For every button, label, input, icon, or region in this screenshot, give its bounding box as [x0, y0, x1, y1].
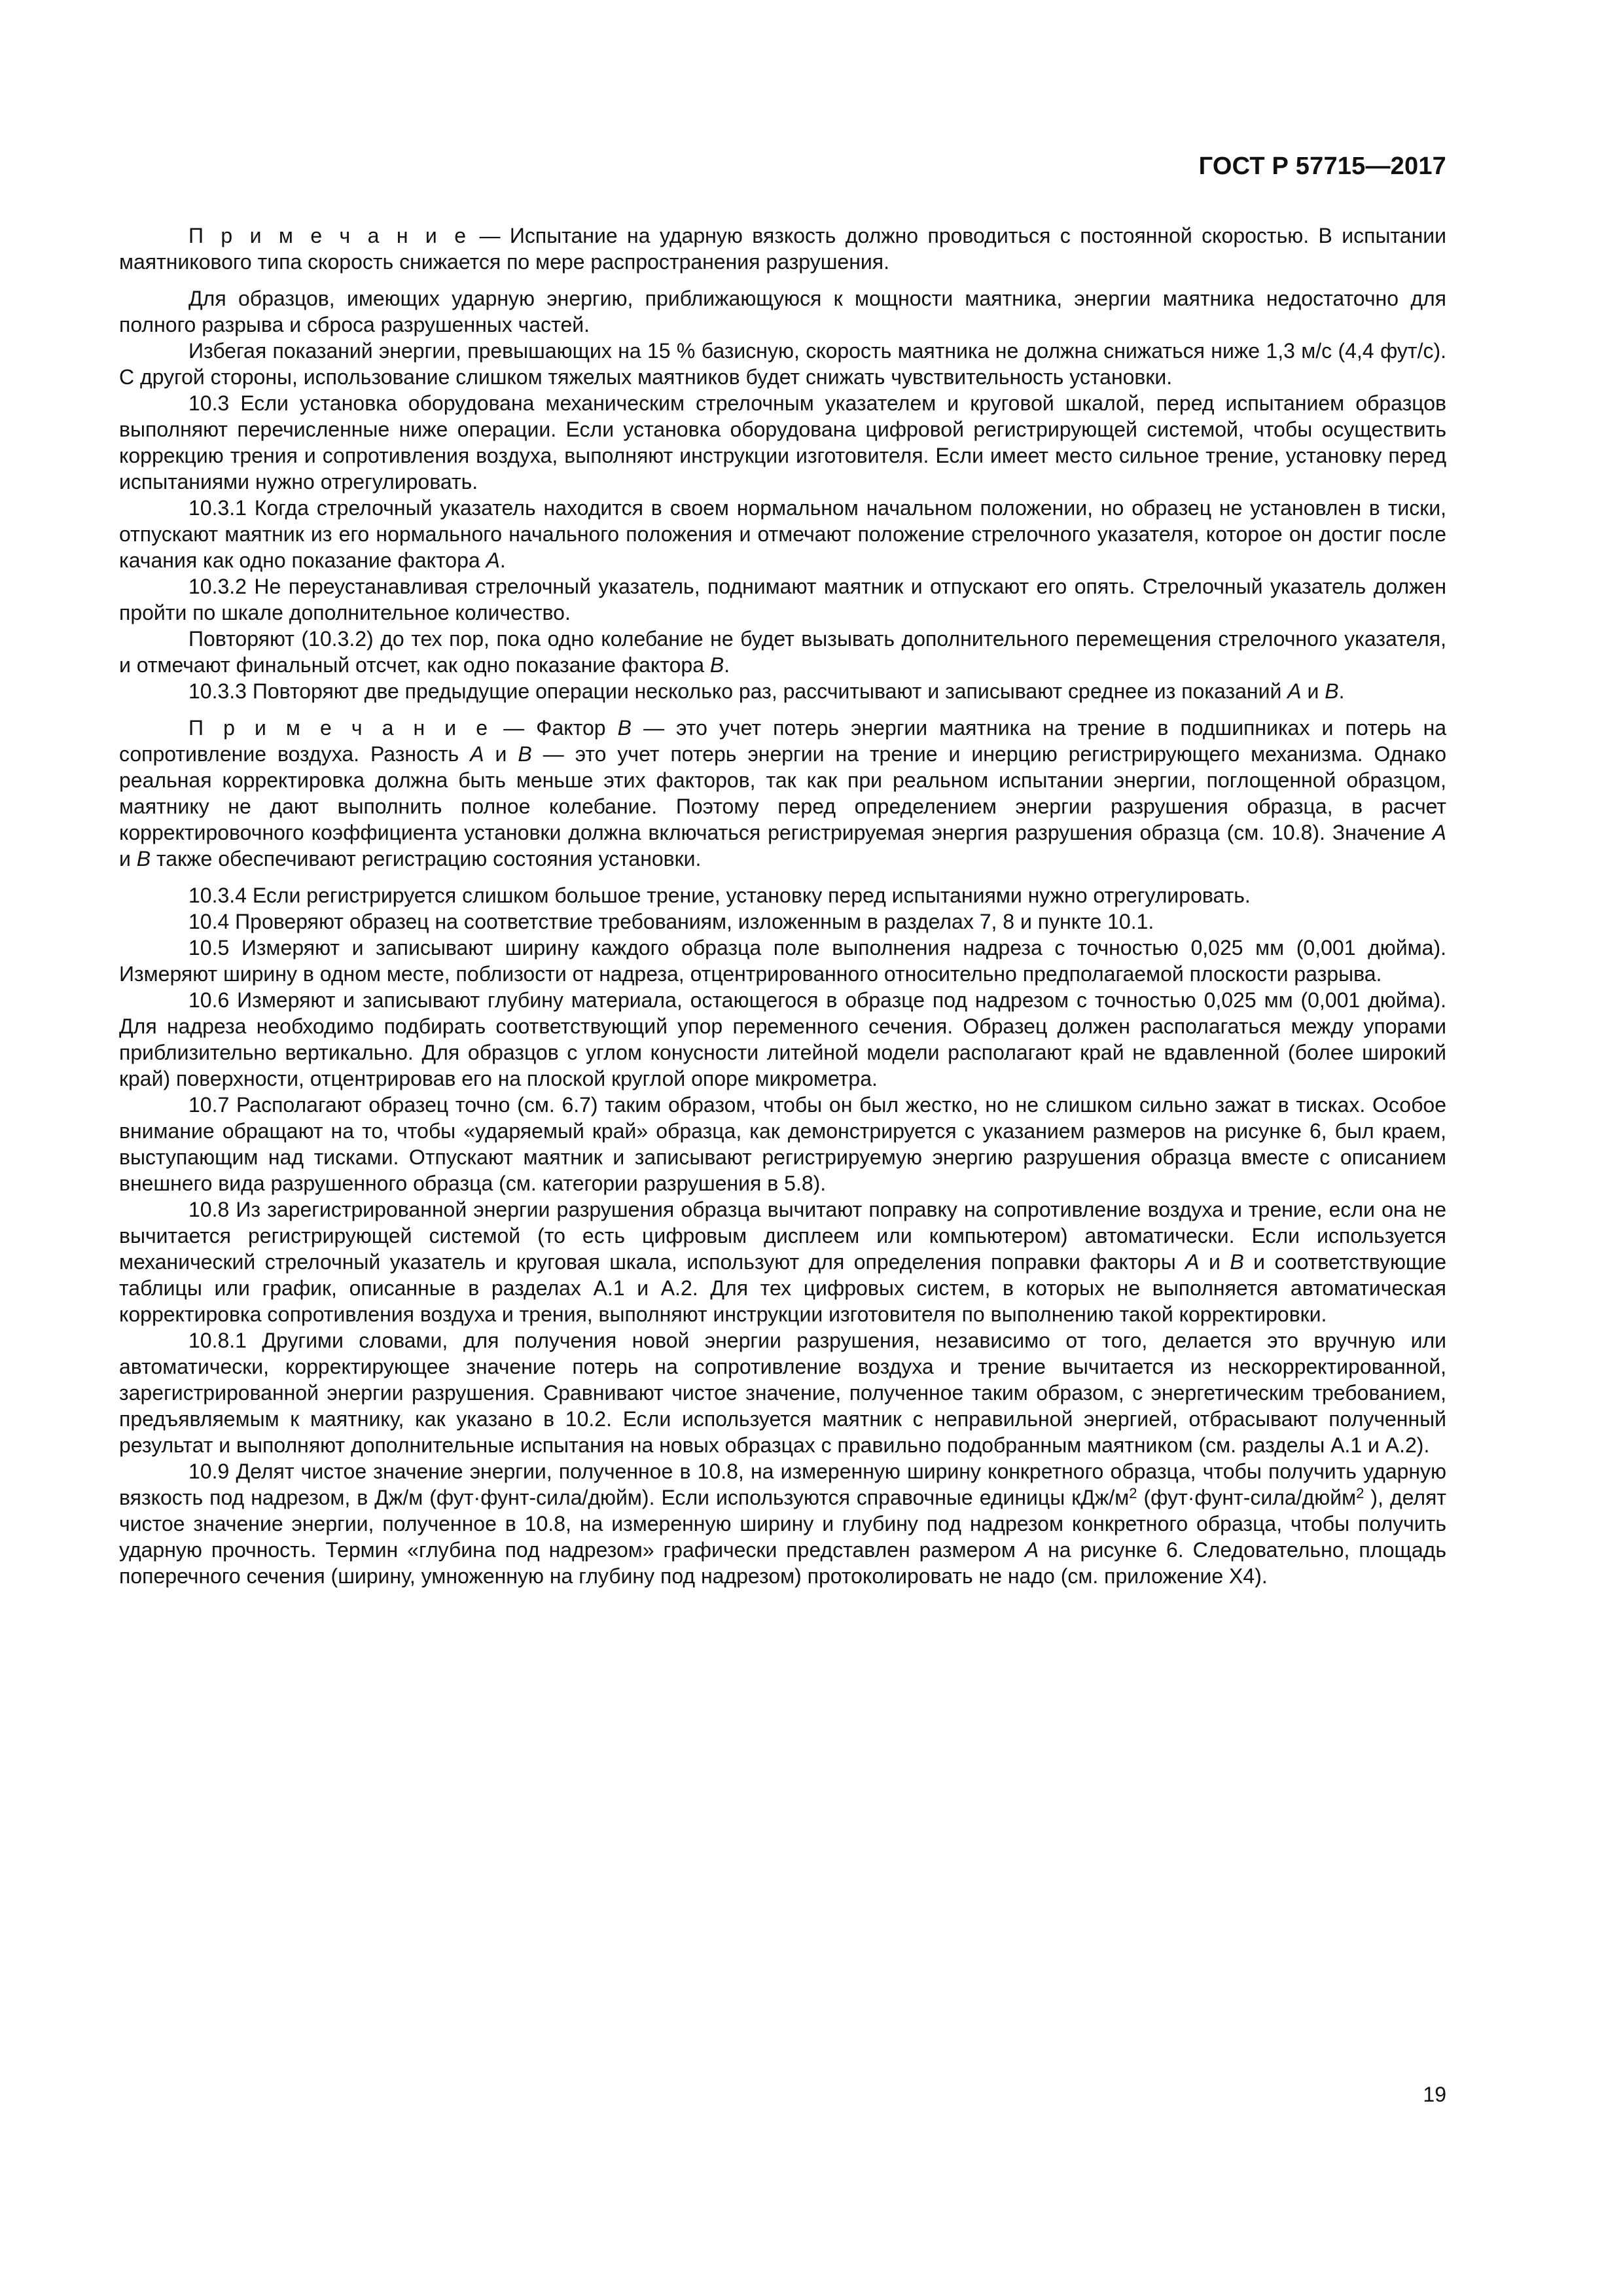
note-dash: —	[470, 224, 510, 247]
paragraph-10-8-text-b: и соответствующие таблицы или график, описанные в разделах А.1 и А.2. Для тех цифровых систем, в которых не выполняется автоматическая корректировка сопротивления воздуха и трения, выполняют инструкции изготовителя по выполнению такой корректировки.	[119, 1250, 1447, 1326]
note-1-text: Испытание на ударную вязкость должно проводиться с постоянной скоростью. В испытании маятникового типа скорость снижается по мере распространения разрушения.	[119, 224, 1447, 274]
paragraph-10-3-1	[119, 495, 1446, 573]
factor-a-symbol: А	[486, 548, 500, 572]
paragraph-10-7: 10.7 Располагают образец точно (см. 6.7) таким образом, чтобы он был жестко, но не слишком сильно зажат в тисках. Особое внимание обращают на то, чтобы «ударяемый край» образца, как демонстрируется с указанием размеров на рисунке 6, был краем, выступающим над тисками. Отпускают маятник и записывают регистрируемую энергию разрушения образца вместе с описанием внешнего вида разрушенного образца (см. категории разрушения в 5.8).	[119, 1093, 1446, 1195]
note-label: П р и м е ч а н и е	[188, 224, 471, 247]
note-2-text-c: — это учет потерь энергии на трение и инерцию регистрирующего механизма. Однако реальная корректировка должна быть меньше этих факторов, так как при реальном испытании энергии, поглощенной образцом, маятнику не дают выполнить полное колебание. Поэтому перед определением энергии разрушения образца, в расчет корректировочного коэффициента установки должна включаться регистрируемая энергия разрушения образца (см. 10.8). Значение	[119, 742, 1447, 844]
note-2-text-a: Фактор	[536, 716, 618, 740]
and-word: и	[484, 742, 518, 766]
paragraph-10-3-2: 10.3.2 Не переустанавливая стрелочный указатель, поднимают маятник и отпускают его опять. Стрелочный указатель должен пройти по шкале дополнительное количество.	[119, 575, 1446, 624]
paragraph-10-9-text-c: ), делят чистое значение энергии, полученное в 10.8, на измеренную ширину и глубину под надрезом конкретного образца, чтобы получить ударную прочность. Термин «глубина под надрезом» графически представлен размером	[119, 1486, 1447, 1562]
paragraph-energy-readings: Избегая показаний энергии, превышающих на 15 % базисную, скорость маятника не должна снижаться ниже 1,3 м/с (4,4 фут/с). С другой стороны, использование слишком тяжелых маятников будет снижать чувствительность установки.	[119, 339, 1446, 389]
paragraph-10-3: 10.3 Если установка оборудована механическим стрелочным указателем и круговой шкалой, перед испытанием образцов выполняют перечисленные ниже операции. Если установка оборудована цифровой регистрирующей системой, чтобы осуществить коррекцию трения и сопротивления воздуха, выполняют инструкции изготовителя. Если имеет место сильное трение, установку перед испытаниями нужно отрегулировать.	[119, 391, 1446, 493]
paragraph-10-8	[119, 1196, 1446, 1327]
period: .	[1338, 679, 1345, 703]
document-code-header: ГОСТ Р 57715—2017	[1198, 152, 1446, 180]
paragraph-pendulum-energy: Для образцов, имеющих ударную энергию, приближающуюся к мощности маятника, энергии маятника недостаточно для полного разрыва и сброса разрушенных частей.	[119, 287, 1446, 336]
factor-a-symbol: А	[1287, 679, 1302, 703]
paragraph-10-9-text-a: 10.9 Делят чистое значение энергии, полученное в 10.8, на измеренную ширину конкретного образца, чтобы получить ударную вязкость под надрезом, в Дж/м (фут·фунт-сила/дюйм). Если используются справочные единицы кДж/м	[119, 1460, 1446, 1509]
paragraph-10-9-text-b: (фут·фунт-сила/дюйм	[1137, 1486, 1357, 1509]
and-word: и	[1199, 1250, 1230, 1274]
paragraph-10-8-text-a: 10.8 Из зарегистрированной энергии разрушения образца вычитают поправку на сопротивление воздуха и трение, если она не вычитается регистрирующей системой (то есть цифровым дисплеем или компьютером) автоматически. Если используется механический стрелочный указатель и круговая шкала, используют для определения поправки факторы	[119, 1198, 1446, 1274]
paragraph-10-3-4: 10.3.4 Если регистрируется слишком большое трение, установку перед испытаниями нужно отрегулировать.	[188, 884, 1251, 907]
factor-b-symbol: В	[709, 653, 724, 677]
paragraph-10-5: 10.5 Измеряют и записывают ширину каждого образца поле выполнения надреза с точностью 0,025 мм (0,001 дюйма). Измеряют ширину в одном месте, поблизости от надреза, отцентрированного относительно предполагаемой плоскости разрыва.	[119, 936, 1446, 986]
factor-b-symbol: В	[136, 847, 151, 870]
superscript-2: 2	[1129, 1485, 1137, 1501]
paragraph-10-8-1: 10.8.1 Другими словами, для получения новой энергии разрушения, независимо от того, делается это вручную или автоматически, корректирующее значение потерь на сопротивление воздуха и трение вычитается из нескорректированной, зарегистрированной энергии разрушения. Сравнивают чистое значение, полученное таким образом, с энергетическим требованием, предъявляемым к маятнику, как указано в 10.2. Если используется маятник с неправильной энергией, отбрасывают полученный результат и выполняют дополнительные испытания на новых образцах с правильно подобранным маятником (см. разделы А.1 и А.2).	[119, 1329, 1446, 1457]
period: .	[499, 548, 506, 572]
paragraph-10-3-3-text: 10.3.3 Повторяют две предыдущие операции несколько раз, рассчитывают и записывают среднее из показаний	[188, 679, 1288, 703]
factor-b-symbol: В	[617, 716, 632, 740]
paragraph-10-6: 10.6 Измеряют и записывают глубину материала, остающегося в образце под надрезом с точностью 0,025 мм (0,001 дюйма). Для надреза необходимо подбирать соответствующий упор переменного сечения. Образец должен располагаться между упорами приблизительно вертикально. Для образцов с углом конусности литейной модели располагают край не вдавленной (более широкий край) поверхности, отцентрировав его на плоской круглой опоре микрометра.	[119, 988, 1446, 1090]
note-paragraph-2	[119, 715, 1446, 872]
and-word: и	[119, 847, 137, 870]
factor-b-symbol: В	[1325, 679, 1339, 703]
paragraph-10-9-text-d: на рисунке 6. Следовательно, площадь поперечного сечения (ширину, умноженную на глубину под надрезом) протоколировать не надо (см. приложение Х4).	[119, 1538, 1447, 1588]
period: .	[724, 653, 730, 677]
paragraph-repeat	[119, 626, 1446, 678]
note-2-text-b: — это учет потерь энергии маятника на трение в подшипниках и потерь на сопротивление воздуха. Разность	[119, 716, 1447, 766]
paragraph-10-3-1-text: 10.3.1 Когда стрелочный указатель находится в своем нормальном начальном положении, но образец не установлен в тиски, отпускают маятник из его нормального начального положения и отмечают положение стрелочного указателя, которое он достиг после качания как одно показание фактора	[119, 496, 1446, 572]
paragraph-10-3-3	[119, 678, 1446, 704]
paragraph-repeat-text: Повторяют (10.3.2) до тех пор, пока одно колебание не будет вызывать дополнительного перемещения стрелочного указателя, и отмечают финальный отсчет, как одно показание фактора	[119, 627, 1446, 677]
factor-b-symbol: В	[518, 742, 532, 766]
paragraph-10-4: 10.4 Проверяют образец на соответствие требованиям, изложенным в разделах 7, 8 и пункте 10.1.	[188, 910, 1154, 933]
document-body	[119, 223, 1446, 1589]
factor-a-symbol: А	[1432, 821, 1446, 844]
factor-a-symbol: А	[470, 742, 484, 766]
note-dash: —	[491, 716, 537, 740]
note-2-text-d: также обеспечивают регистрацию состояния установки.	[151, 847, 702, 870]
and-word: и	[1301, 679, 1325, 703]
factor-a-symbol: А	[1185, 1250, 1200, 1274]
superscript-2: 2	[1356, 1485, 1364, 1501]
note-label: П р и м е ч а н и е	[188, 716, 491, 740]
note-paragraph-1	[119, 223, 1446, 275]
factor-a-symbol: А	[1024, 1538, 1039, 1562]
page-number: 19	[1423, 2083, 1446, 2106]
factor-b-symbol: В	[1230, 1250, 1244, 1274]
paragraph-10-9	[119, 1458, 1446, 1589]
